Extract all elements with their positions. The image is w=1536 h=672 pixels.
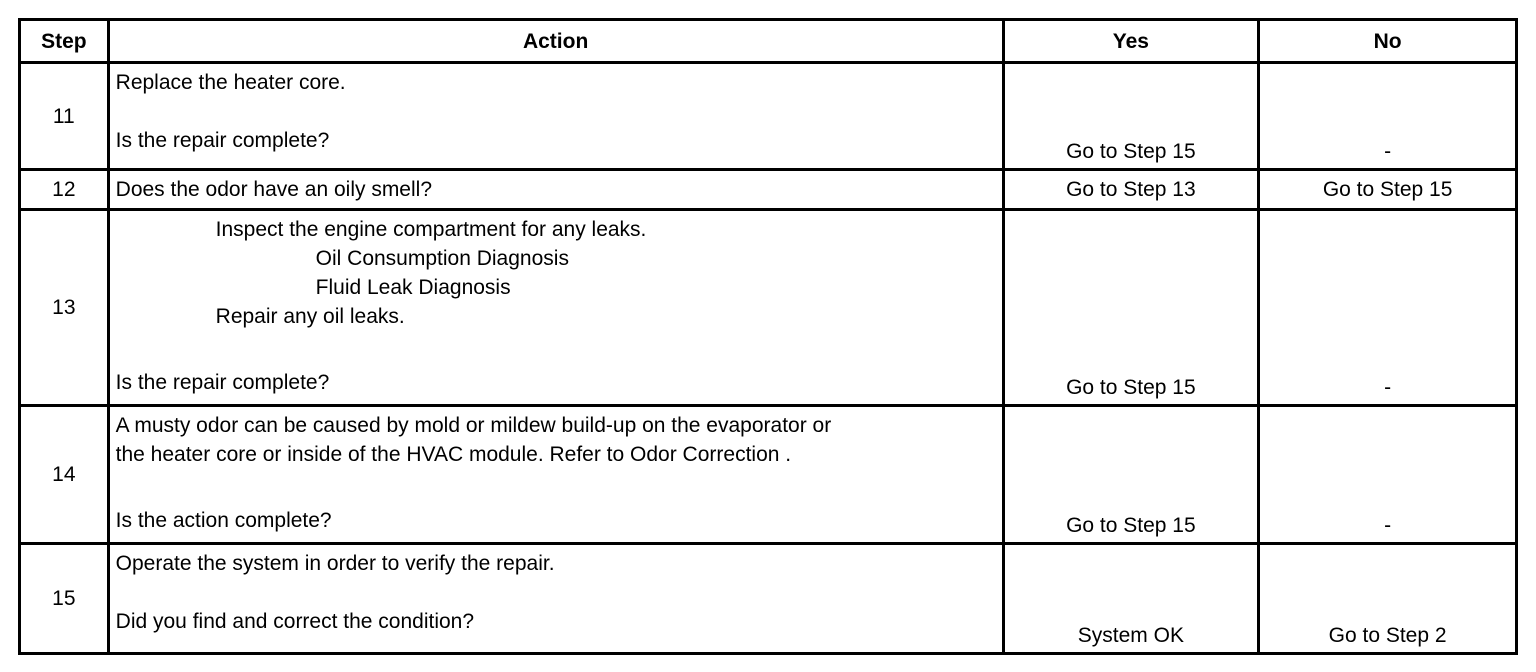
action-link-line: Fluid Leak Diagnosis <box>315 276 511 299</box>
no-cell: - <box>1259 406 1517 544</box>
action-line: Repair any oil leaks. <box>215 305 405 328</box>
diagnostic-table <box>18 18 1518 655</box>
header-no: No <box>1259 20 1517 63</box>
action-cell <box>108 63 1003 170</box>
yes-cell: Go to Step 13 <box>1003 170 1259 210</box>
table-row <box>20 210 1517 406</box>
action-line: Inspect the engine compartment for any leaks. <box>215 218 647 241</box>
yes-cell: System OK <box>1003 544 1259 654</box>
step-number: 11 <box>20 63 109 170</box>
action-line: the heater core or inside of the HVAC module. Refer to Odor Correction . <box>115 443 792 466</box>
step-number: 13 <box>20 210 109 406</box>
action-question: Is the repair complete? <box>115 129 330 152</box>
table-row <box>20 170 1517 210</box>
action-cell <box>108 210 1003 406</box>
no-cell: Go to Step 2 <box>1259 544 1517 654</box>
table-row <box>20 63 1517 170</box>
header-step: Step <box>20 20 109 63</box>
action-question: Did you find and correct the condition? <box>115 610 475 633</box>
no-cell: Go to Step 15 <box>1259 170 1517 210</box>
no-cell: - <box>1259 210 1517 406</box>
yes-cell: Go to Step 15 <box>1003 406 1259 544</box>
table-row <box>20 406 1517 544</box>
action-line: Operate the system in order to verify the repair. <box>115 552 555 575</box>
step-number: 14 <box>20 406 109 544</box>
yes-cell: Go to Step 15 <box>1003 210 1259 406</box>
table-row <box>20 544 1517 654</box>
action-cell <box>108 406 1003 544</box>
action-question: Is the action complete? <box>115 509 332 532</box>
action-question: Is the repair complete? <box>115 371 330 394</box>
header-action: Action <box>108 20 1003 63</box>
header-yes: Yes <box>1003 20 1259 63</box>
no-cell: - <box>1259 63 1517 170</box>
step-number: 12 <box>20 170 109 210</box>
action-line: Does the odor have an oily smell? <box>115 178 432 201</box>
action-cell <box>108 544 1003 654</box>
action-line: A musty odor can be caused by mold or mildew build-up on the evaporator or <box>115 414 832 437</box>
step-number: 15 <box>20 544 109 654</box>
action-link-line: Oil Consumption Diagnosis <box>315 247 569 270</box>
action-cell <box>108 170 1003 210</box>
yes-cell: Go to Step 15 <box>1003 63 1259 170</box>
action-line: Replace the heater core. <box>115 71 346 94</box>
header-row <box>20 20 1517 63</box>
